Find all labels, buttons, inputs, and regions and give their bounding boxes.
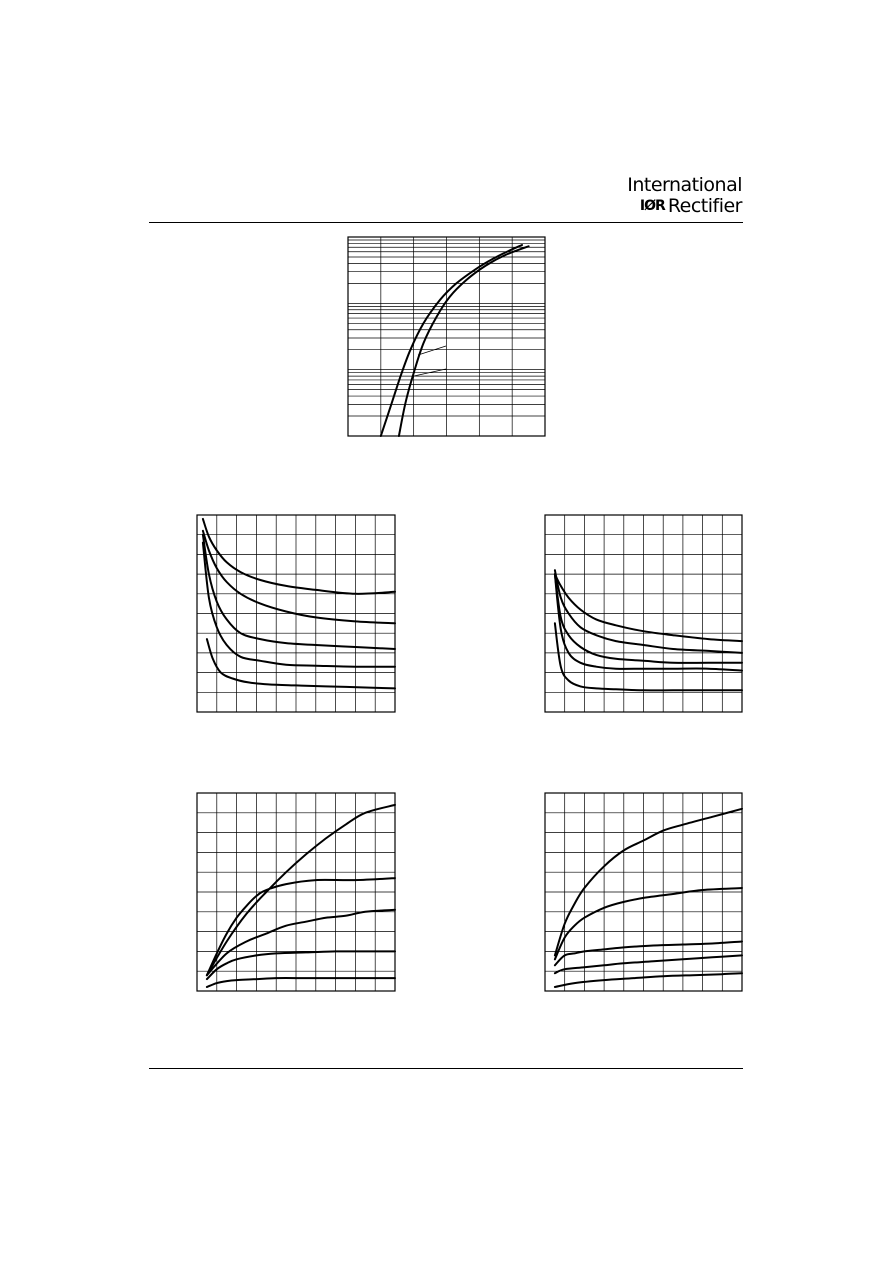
series-curve-4 [555, 955, 742, 973]
chart-bottom-left-curves [207, 805, 395, 987]
brand-logo-block [627, 174, 742, 216]
chart-mid-right [545, 515, 742, 712]
ir-logo: IØR [639, 198, 665, 214]
series-curve-3 [555, 574, 742, 663]
series-curve-1 [555, 574, 742, 641]
chart-bottom-left-grid [197, 793, 395, 991]
brand-name-line1: International [627, 174, 742, 196]
chart-mid-right-grid [545, 515, 742, 712]
footer-rule [149, 1068, 743, 1069]
series-curve-2 [399, 246, 529, 436]
chart-bottom-right-curves [555, 809, 742, 987]
series-curve-1 [207, 805, 395, 975]
series-curve-2 [203, 531, 395, 624]
series-curve-4 [207, 951, 395, 979]
chart-mid-left [197, 515, 395, 712]
chart-mid-left-curves [203, 519, 395, 689]
brand-name-row [627, 196, 742, 216]
series-curve-1 [381, 245, 522, 436]
chart-top [348, 237, 545, 436]
series-curve-5 [207, 978, 395, 987]
series-curve-4 [555, 574, 742, 671]
series-curve-2 [555, 888, 742, 959]
series-curve-1 [203, 519, 395, 594]
brand-name-line2: Rectifier [667, 195, 742, 217]
chart-top-annotations [414, 346, 446, 376]
series-curve-1 [555, 809, 742, 956]
series-curve-5 [555, 973, 742, 987]
series-curve-5 [207, 639, 395, 688]
chart-bottom-left [197, 793, 395, 991]
header-rule [149, 222, 743, 223]
chart-top-curves [381, 245, 529, 436]
chart-bottom-right [545, 793, 742, 991]
chart-top-grid [348, 237, 545, 436]
series-curve-3 [203, 535, 395, 649]
